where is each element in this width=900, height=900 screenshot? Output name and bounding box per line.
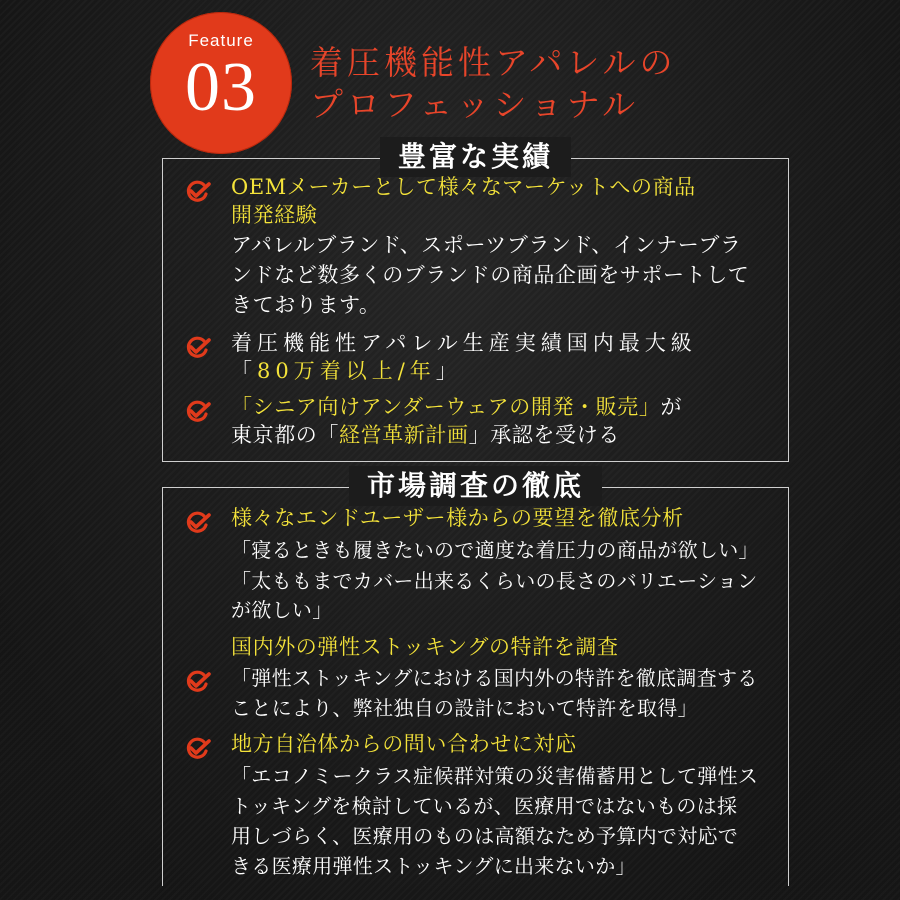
item-body: きております。 — [231, 293, 381, 317]
feature-label: Feature — [188, 31, 254, 50]
item-body: きる医療用弾性ストッキングに出来ないか」 — [231, 854, 636, 878]
headline-line-2: プロフェッショナル — [310, 85, 640, 124]
item-heading: 地方自治体からの問い合わせに対応 — [231, 732, 577, 756]
item-text: 」承認を受ける — [468, 423, 620, 447]
item-text: 着圧機能性アパレル生産実績国内最大級 — [231, 331, 697, 355]
check-circle-icon — [183, 737, 213, 761]
item-body: 「弾性ストッキングにおける国内外の特許を徹底調査する — [231, 666, 758, 690]
section-title: 市場調査の徹底 — [349, 466, 602, 506]
feature-number: 03 — [185, 49, 257, 126]
item-body: ンドなど数多くのブランドの商品企画をサポートして — [231, 263, 750, 287]
item-body: 「太ももまでカバー出来るくらいの長さのバリエーション — [231, 569, 758, 593]
item-body: アパレルブランド、スポーツブランド、インナーブラ — [231, 233, 742, 257]
section-title: 豊富な実績 — [380, 137, 571, 177]
item-text: が — [660, 395, 683, 419]
check-circle-icon — [183, 180, 213, 204]
item-heading: OEMメーカーとして様々なマーケットへの商品 — [231, 175, 696, 199]
item-heading: 国内外の弾性ストッキングの特許を調査 — [231, 635, 619, 659]
item-heading: 様々なエンドユーザー様からの要望を徹底分析 — [231, 506, 684, 530]
check-circle-icon — [183, 511, 213, 535]
item-body: トッキングを検討しているが、医療用ではないものは採 — [231, 794, 738, 818]
check-circle-icon — [183, 670, 213, 694]
quote-close: 」 — [435, 359, 462, 383]
item-heading: 開発経験 — [231, 203, 318, 227]
headline — [310, 42, 677, 126]
check-circle-icon — [183, 400, 213, 424]
section-market-research — [162, 469, 789, 886]
item-body: 「エコノミークラス症候群対策の災害備蓄用として弾性ス — [231, 764, 759, 788]
item-body: ことにより、弊社独自の設計において特許を取得」 — [231, 696, 698, 720]
highlight-text: 「シニア向けアンダーウェアの開発・販売」 — [231, 395, 661, 419]
highlight-text: 経営革新計画 — [339, 423, 469, 447]
item-body: 用しづらく、医療用のものは高額なため予算内で対応で — [231, 824, 739, 848]
item-body: が欲しい」 — [231, 598, 333, 622]
feature-badge — [150, 12, 292, 154]
section-achievements — [162, 140, 789, 462]
quote-open: 「 — [231, 359, 257, 383]
highlight-text: 80万着以上/年 — [257, 359, 436, 383]
item-body: 「寝るときも履きたいので適度な着圧力の商品が欲しい」 — [231, 538, 759, 562]
check-circle-icon — [183, 336, 213, 360]
headline-line-1: 着圧機能性アパレルの — [310, 43, 677, 82]
item-text: 東京都の「 — [231, 423, 339, 447]
